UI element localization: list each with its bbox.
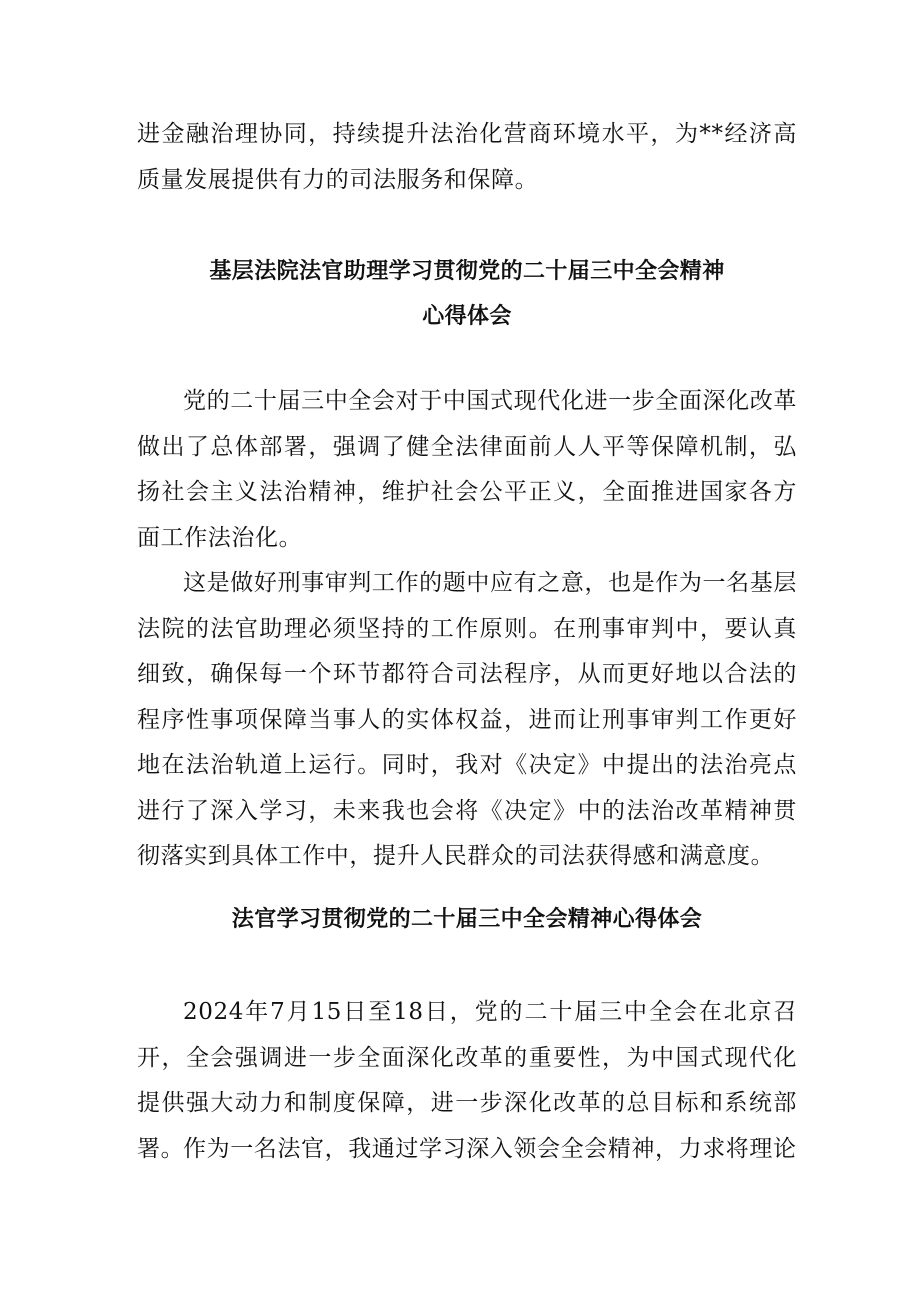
continued-paragraph: 进金融治理协同，持续提升法治化营商环境水平，为**经济高质量发展提供有力的司法服务和保障。 xyxy=(137,121,797,193)
section1-title-line2: 心得体会 xyxy=(422,304,512,329)
section1-paragraph-2: 这是做好刑事审判工作的题中应有之意，也是作为一名基层法院的法官助理必须坚持的工作原则。在刑事审判中，要认真细致，确保每一个环节都符合司法程序，从而更好地以合法的程序性事项保障当事人的实体权益，进而让刑事审判工作更好地在法治轨道上运行。同时，我对《决定》中提出的法治亮点进行了深入学习，未来我也会将《决定》中的法治改革精神贯彻落实到具体工作中，提升人民群众的司法获得感和满意度。 xyxy=(137,570,797,869)
section1-paragraph-1: 党的二十届三中全会对于中国式现代化进一步全面深化改革做出了总体部署，强调了健全法律面前人人平等保障机制，弘扬社会主义法治精神，维护社会公平正义，全面推进国家各方面工作法治化。 xyxy=(137,388,797,551)
section2-paragraph-2: 作为一名法官，我通过学习深入领会全会精神，力求将理论 xyxy=(183,1136,797,1162)
section2-paragraph-1: 2024年7月15日至18日，党的二十届三中全会在北京召开，全会强调进一步全面深化改革的重要性，为中国式现代化提供强大动力和制度保障，进一步深化改革的总目标和系统部署。 xyxy=(137,999,797,1162)
section2-title: 法官学习贯彻党的二十届三中全会精神心得体会 xyxy=(231,907,703,932)
section1-title-line1: 基层法院法官助理学习贯彻党的二十届三中全会精神 xyxy=(209,259,725,284)
section1-title xyxy=(137,249,797,339)
